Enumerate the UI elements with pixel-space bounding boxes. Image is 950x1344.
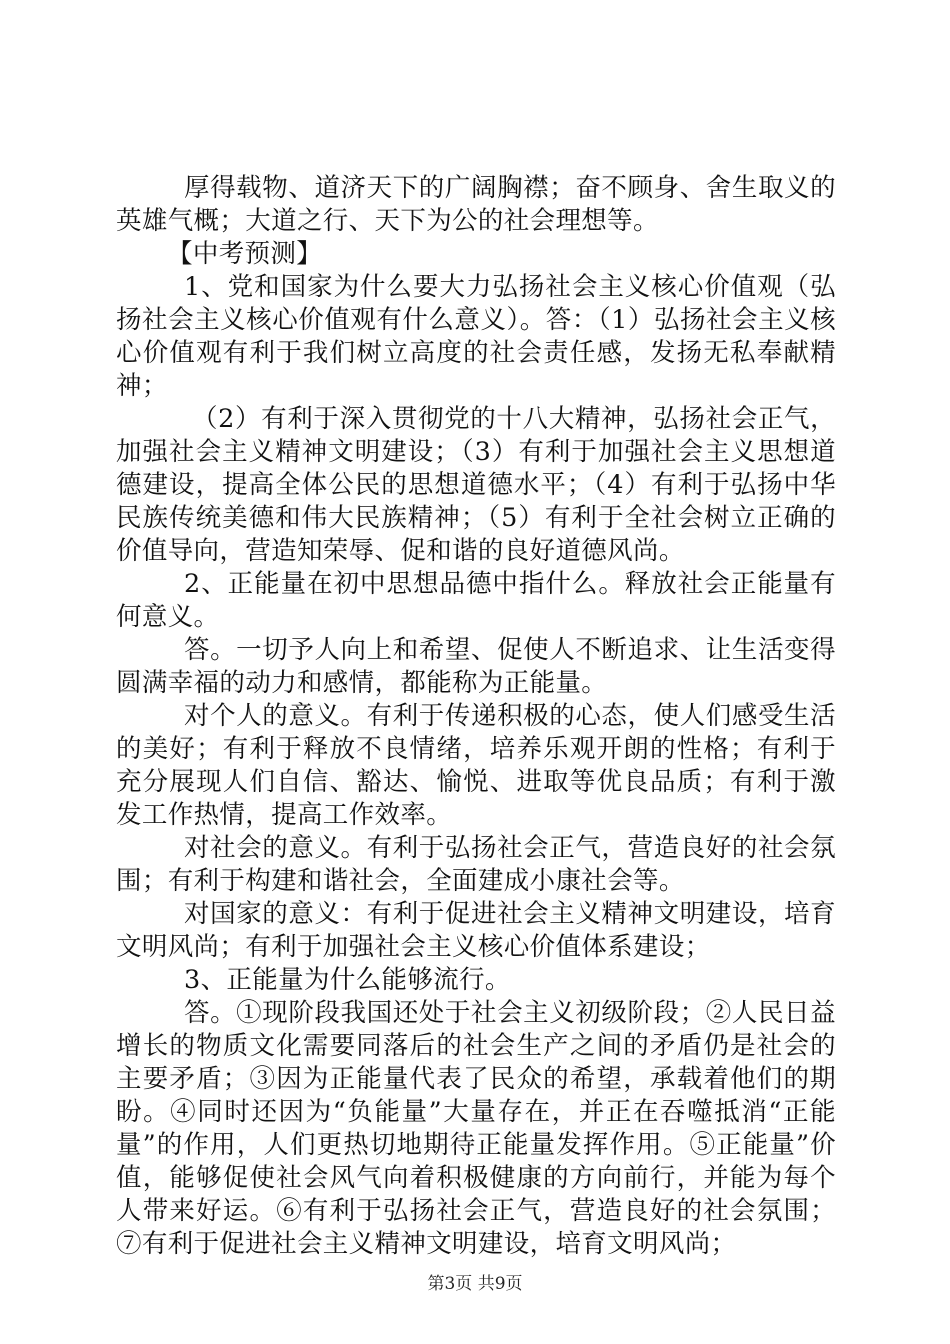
question-1-core-values: 1、党和国家为什么要大力弘扬社会主义核心价值观（弘扬社会主义核心价值观有什么意义）。答：（1）弘扬社会主义核心价值观有利于我们树立高度的社会责任感，发扬无私奉献精神； — [116, 272, 836, 401]
answer-2-definition: 答。一切予人向上和希望、促使人不断追求、让生活变得圆满幸福的动力和感情，都能称为正能量。 — [116, 635, 836, 698]
question-3-why-popular: 3、正能量为什么能够流行。 — [184, 965, 511, 995]
answer-3-reasons: 答。①现阶段我国还处于社会主义初级阶段；②人民日益增长的物质文化需要同落后的社会生产之间的矛盾仍是社会的主要矛盾；③因为正能量代表了民众的希望，承载着他们的期盼。④同时还因为“负能量”大量存在，并正在吞噬抵消“正能量”的作用，人们更热切地期待正能量发挥作用。⑤正能量”价值，能够促使社会风气向着积极健康的方向前行，并能为每个人带来好运。⑥有利于弘扬社会正气，营造良好的社会氛围；⑦有利于促进社会主义精神文明建设，培育文明风尚； — [116, 998, 836, 1259]
paragraph-virtue-ideals: 厚得载物、道济天下的广阔胸襟；奋不顾身、舍生取义的英雄气概；大道之行、天下为公的社会理想等。 — [116, 173, 836, 236]
answer-2-social-meaning: 对社会的意义。有利于弘扬社会正气，营造良好的社会氛围；有利于构建和谐社会，全面建成小康社会等。 — [116, 833, 836, 896]
question-2-positive-energy: 2、正能量在初中思想品德中指什么。释放社会正能量有何意义。 — [116, 569, 836, 632]
answer-2-national-meaning: 对国家的意义：有利于促进社会主义精神文明建设，培育文明风尚；有利于加强社会主义核心价值体系建设； — [116, 899, 836, 962]
answer-1-points-2-to-5: （2）有利于深入贯彻党的十八大精神，弘扬社会正气，加强社会主义精神文明建设；（3）有利于加强社会主义思想道德建设，提高全体公民的思想道德水平；（4）有利于弘扬中华民族传统美德和伟大民族精神；（5）有利于全社会树立正确的价值导向，营造知荣辱、促和谐的良好道德风尚。 — [116, 404, 836, 566]
page-number-footer: 第3页 共9页 — [427, 1274, 523, 1294]
section-heading-exam-prediction: 【中考预测】 — [167, 239, 323, 269]
document-body — [116, 172, 836, 1261]
answer-2-individual-meaning: 对个人的意义。有利于传递积极的心态，使人们感受生活的美好；有利于释放不良情绪，培养乐观开朗的性格；有利于充分展现人们自信、豁达、愉悦、进取等优良品质；有利于激发工作热情，提高工作效率。 — [116, 701, 836, 830]
